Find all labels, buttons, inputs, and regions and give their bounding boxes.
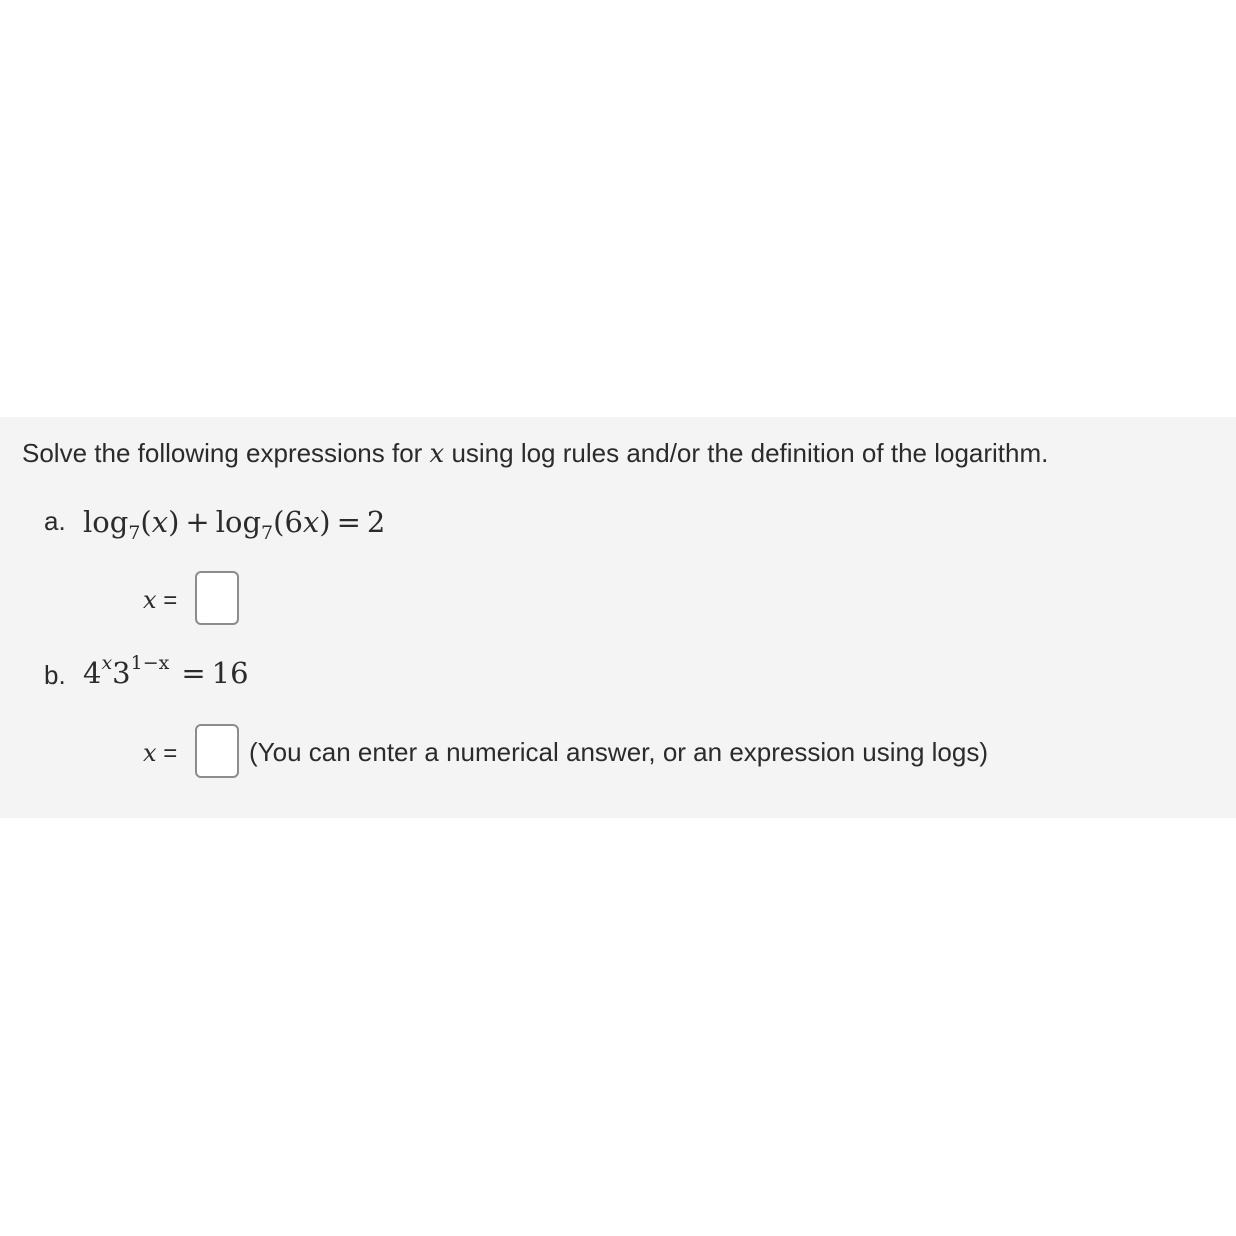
answer-variable: x: [143, 586, 157, 614]
answer-equals: =: [163, 587, 178, 614]
log-base: 7: [261, 522, 274, 544]
plus-sign: +: [185, 505, 210, 539]
equals-sign: =: [181, 656, 206, 690]
log-function: log: [83, 505, 129, 539]
equation-rhs: 16: [211, 656, 249, 690]
log-argument: x: [302, 505, 320, 539]
open-paren: (: [140, 505, 152, 539]
part-b-equation: [83, 654, 249, 692]
answer-equals: =: [163, 740, 178, 767]
instruction-text-end: using log rules and/or the definition of the logarithm.: [444, 438, 1049, 468]
close-paren: ): [168, 505, 180, 539]
part-b-answer-label: [143, 738, 177, 769]
close-paren: ): [319, 505, 331, 539]
part-a-label: a.: [44, 506, 66, 536]
log-argument: x: [151, 505, 169, 539]
equation-rhs: 2: [366, 505, 386, 539]
part-a-equation: [83, 503, 386, 544]
instruction-text-start: Solve the following expressions for: [22, 438, 430, 468]
base-four: 4: [83, 656, 102, 690]
exponent-one-minus-x: 1−x: [130, 652, 170, 674]
equals-sign: =: [336, 505, 361, 539]
coefficient: 6: [284, 505, 303, 539]
part-b-label: b.: [44, 660, 66, 690]
part-a-answer-input[interactable]: [195, 571, 239, 625]
log-base: 7: [128, 522, 141, 544]
base-three: 3: [112, 656, 131, 690]
open-paren: (: [273, 505, 285, 539]
part-a-answer-label: [143, 585, 177, 616]
exponent-x: x: [101, 652, 113, 674]
log-function: log: [215, 505, 262, 539]
part-b-answer-input[interactable]: [195, 724, 239, 778]
instruction-variable: x: [429, 439, 445, 469]
part-b-hint: (You can enter a numerical answer, or an expression using logs): [249, 737, 989, 767]
question-instruction: [22, 436, 1048, 471]
answer-variable: x: [143, 739, 157, 767]
